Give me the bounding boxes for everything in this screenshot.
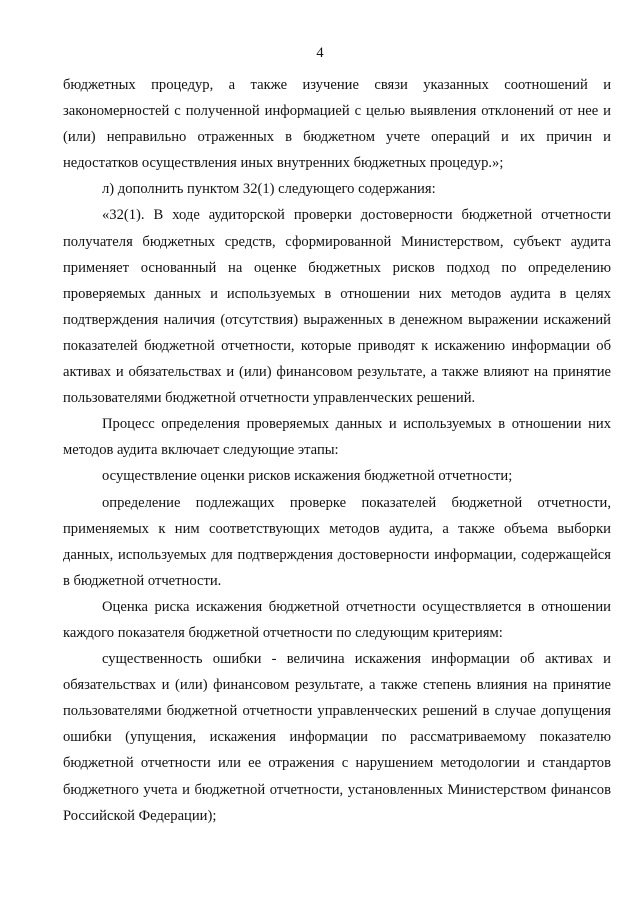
paragraph-materiality: существенность ошибки - величина искажения информации об активах и обязательствах и (или) финансовом результате, а также степень влияния на принятие пользователями бюджетной отчетности управленческих решений в случае допущения ошибки (упущения, искажения информации по рассматриваемому показателю бюджетной отчетности или ее отражения с нарушением методологии и стандартов бюджетного учета и бюджетной отчетности, установленных Министерством финансов Российской Федерации); — [63, 651, 611, 824]
body-text — [63, 72, 611, 829]
page-number: 4 — [316, 45, 324, 61]
paragraph-amendment-l: л) дополнить пунктом 32(1) следующего содержания: — [102, 181, 436, 198]
paragraph-stage-indicators: определение подлежащих проверке показателей бюджетной отчетности, применяемых к ним соответствующих методов аудита, а также объема выборки данных, используемых для подтверждения достоверности информации, содержащейся в бюджетной отчетности. — [63, 494, 611, 589]
paragraph-process-stages: Процесс определения проверяемых данных и используемых в отношении них методов аудита включает следующие этапы: — [63, 416, 611, 459]
paragraph-clause-32-1: «32(1). В ходе аудиторской проверки достоверности бюджетной отчетности получателя бюджетных средств, сформированной Министерством, субъект аудита применяет основанный на оценке бюджетных рисков подход по определению проверяемых данных и используемых в отношении них методов аудита в целях подтверждения наличия (отсутствия) выраженных в денежном выражении искажений показателей бюджетной отчетности, которые приводят к искажению информации об активах и обязательствах и (или) финансовом результате, а также влияют на принятие пользователями бюджетной отчетности управленческих решений. — [63, 207, 611, 407]
paragraph-risk-criteria: Оценка риска искажения бюджетной отчетности осуществляется в отношении каждого показателя бюджетной отчетности по следующим критериям: — [63, 598, 611, 641]
paragraph-stage-risk-assessment: осуществление оценки рисков искажения бюджетной отчетности; — [102, 468, 513, 485]
paragraph-continuation: бюджетных процедур, а также изучение связи указанных соотношений и закономерностей с полученной информацией с целью выявления отклонений от нее и (или) неправильно отраженных в бюджетном учете операций и их причин и недостатков осуществления иных внутренних бюджетных процедур.»; — [63, 77, 611, 172]
